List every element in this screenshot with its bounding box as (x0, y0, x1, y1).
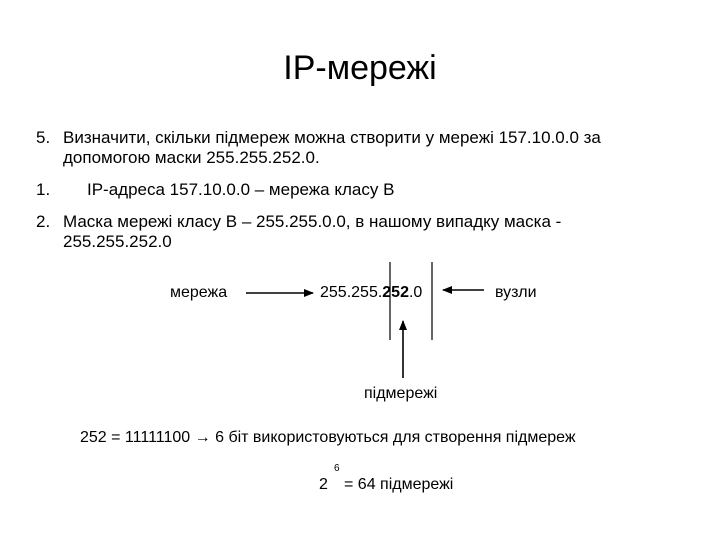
implies-arrow-icon: → (194, 429, 211, 446)
task-line-1: Визначити, скільки підмереж можна створити у мережі 157.10.0.0 за (63, 128, 601, 147)
result-exponent: 6 (334, 463, 340, 474)
result-base: 2 (319, 476, 328, 493)
result-text: = 64 підмережі (344, 476, 454, 493)
step-2-line-1: Маска мережі класу В – 255.255.0.0, в нашому випадку маска - (63, 212, 562, 231)
binary-formula (80, 428, 576, 448)
mask-suffix: .0 (408, 284, 423, 301)
task-line-2: допомогою маски 255.255.252.0. (63, 148, 320, 167)
mask-prefix: 255.255. (320, 284, 383, 301)
mask-value (320, 283, 422, 303)
network-label: мережа (170, 284, 228, 301)
step-1-text: IP-адреса 157.10.0.0 – мережа класу В (87, 180, 395, 199)
slide-title: IP-мережі (283, 49, 437, 87)
mask-subnet-octet: 252 (382, 284, 409, 301)
formula-right: 6 біт використовуються для створення підмереж (215, 429, 576, 446)
subnets-label: підмережі (364, 385, 438, 402)
step-1-number: 1. (36, 180, 51, 199)
formula-left: 252 = 11111100 (80, 429, 191, 446)
step-2-number: 2. (36, 212, 51, 231)
hosts-label: вузли (495, 284, 537, 301)
task-number: 5. (36, 128, 51, 147)
step-2-line-2: 255.255.252.0 (63, 232, 172, 251)
